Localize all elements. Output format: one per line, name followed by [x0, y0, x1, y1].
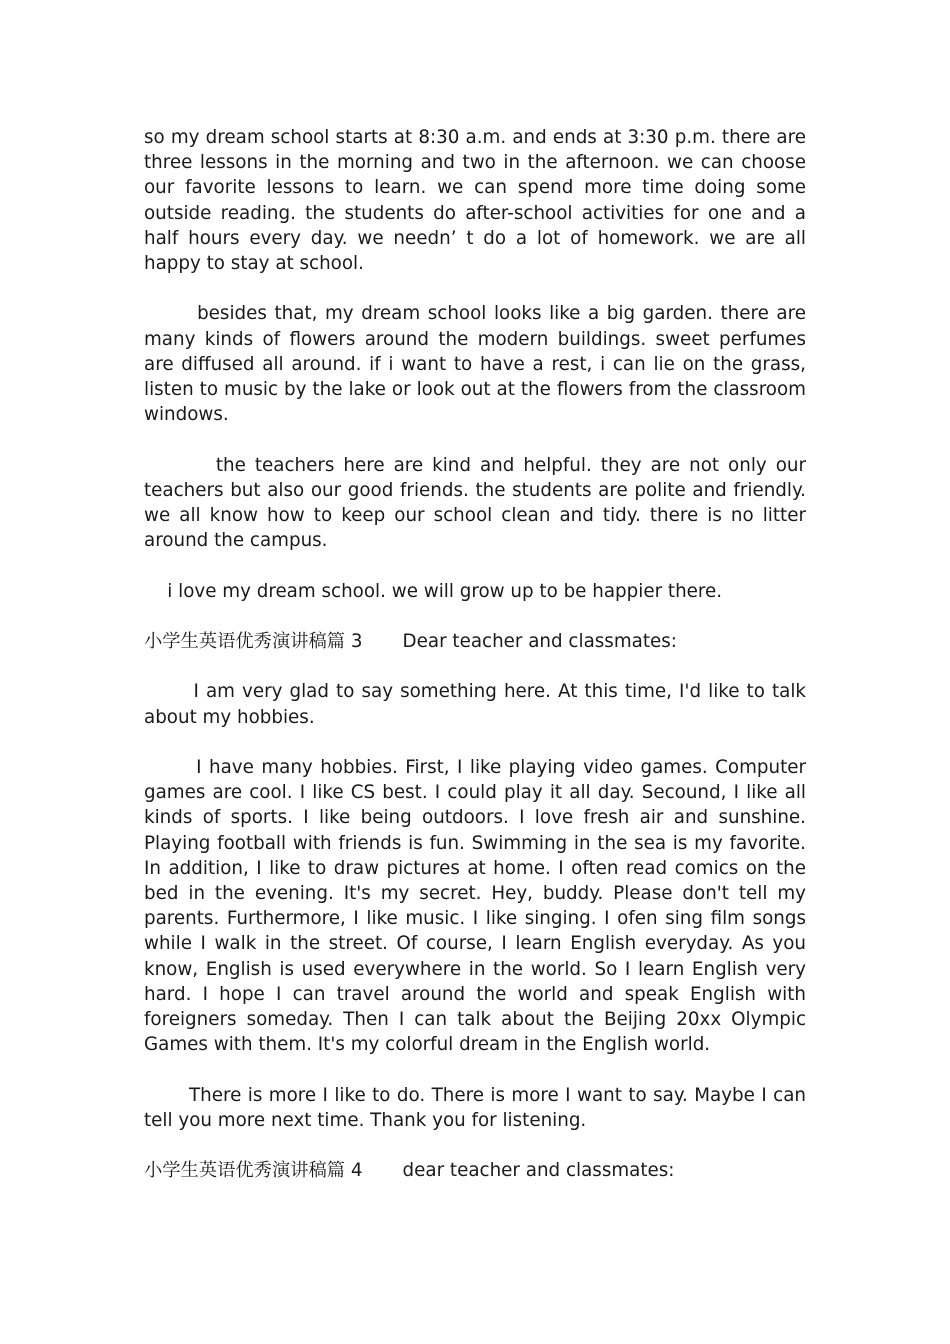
- paragraph-dream-school-garden: besides that, my dream school looks like a big garden. there are many kinds of flowers around the modern buildings. sweet perfumes are diffused all around. if i want to have a rest, i can lie on the grass, listen to music by the lake or look out at the flowers from the classroom windows.: [144, 303, 812, 426]
- section-heading-3: [144, 629, 806, 654]
- section-title: 小学生英语优秀演讲稿篇 4: [144, 1160, 363, 1182]
- section-salutation: dear teacher and classmates:: [402, 1160, 675, 1182]
- section-salutation: Dear teacher and classmates:: [402, 631, 677, 652]
- paragraph-intro-hobbies: I am very glad to say something here. At this time, I'd like to talk about my hobbies.: [144, 681, 812, 728]
- section-title: 小学生英语优秀演讲稿篇 3: [144, 631, 363, 652]
- paragraph-hobbies: I have many hobbies. First, I like playing video games. Computer games are cool. I like CS best. I could play it all day. Secound, I like all kinds of sports. I like being outdoors. I love fresh air and sunshine. Playing football with friends is fun. Swimming in the sea is my favorite. In addition, I like to draw pictures at home. I often read comics on the bed in the evening. It's my secret. Hey, buddy. Please don't tell my parents. Furthermore, I like music. I like singing. I ofen sing film songs while I walk in the street. Of course, I learn English everyday. As you know, English is used everywhere in the world. So I learn English very hard. I hope I can travel around the world and speak English with foreigners someday. Then I can talk about the Beijing 20xx Olympic Games with them. It's my colorful dream in the English world.: [144, 756, 812, 1056]
- paragraph-teachers: the teachers here are kind and helpful. they are not only our teachers but also our good friends. the students are polite and friendly. we all know how to keep our school clean and tidy. there is no litter around the campus.: [144, 454, 812, 552]
- section-heading-4: [144, 1158, 806, 1183]
- paragraph-dream-school-schedule: so my dream school starts at 8:30 a.m. and ends at 3:30 p.m. there are three lessons in the morning and two in the afternoon. we can choose our favorite lessons to learn. we can spend more time doing some outside reading. the students do after-school activities for one and a half hours every day. we needn’ t do a lot of homework. we are all happy to stay at school.: [144, 127, 812, 275]
- paragraph-closing: i love my dream school. we will grow up to be happier there.: [167, 580, 723, 602]
- document-page: [144, 125, 812, 1209]
- paragraph-thanks: There is more I like to do. There is more I want to say. Maybe I can tell you more next time. Thank you for listening.: [144, 1084, 812, 1131]
